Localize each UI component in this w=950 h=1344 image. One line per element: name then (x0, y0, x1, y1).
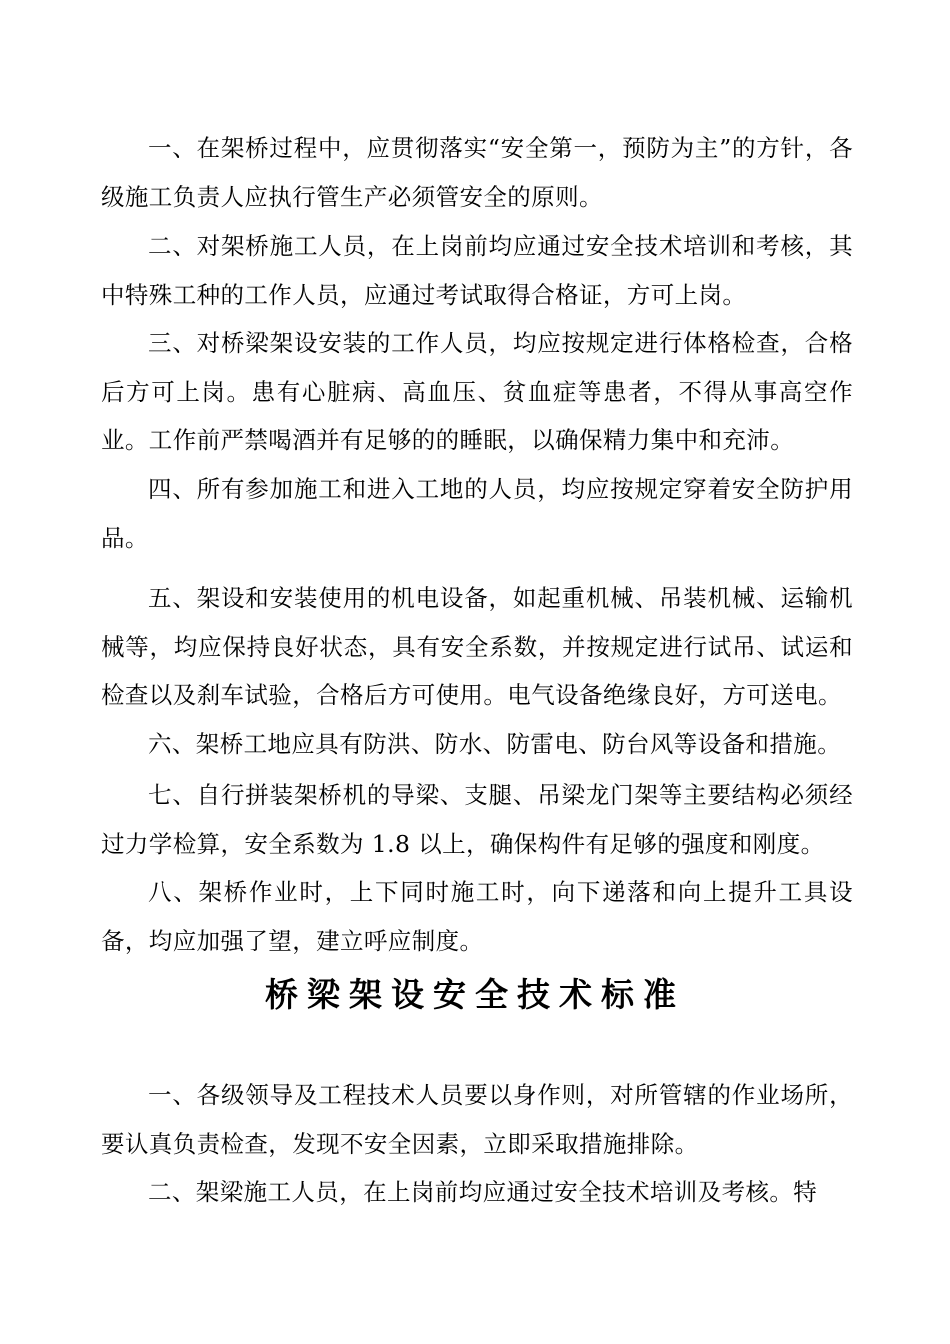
paragraph-7: 七、自行拼装架桥机的导梁、支腿、吊梁龙门架等主要结构必须经过力学检算，安全系数为 1.8 以上，确保构件有足够的强度和刚度。 (101, 781, 853, 858)
paragraph-1: 一、在架桥过程中，应贯彻落实“安全第一，预防为主”的方针，各级施工负责人应执行管生产必须管安全的原则。 (101, 134, 853, 211)
standard-paragraph-1: 一、各级领导及工程技术人员要以身作则，对所管辖的作业场所，要认真负责检查，发现不安全因素，立即采取措施排除。 (101, 1081, 853, 1158)
paragraph-6: 六、架桥工地应具有防洪、防水、防雷电、防台风等设备和措施。 (148, 730, 842, 758)
standard-paragraph-2: 二、架梁施工人员，在上岗前均应通过安全技术培训及考核。特 (148, 1178, 818, 1206)
paragraph-4: 四、所有参加施工和进入工地的人员，均应按规定穿着安全防护用品。 (101, 475, 853, 552)
paragraph-2: 二、对架桥施工人员，在上岗前均应通过安全技术培训和考核，其中特殊工种的工作人员，应通过考试取得合格证，方可上岗。 (101, 232, 853, 309)
paragraph-5: 五、架设和安装使用的机电设备，如起重机械、吊装机械、运输机械等，均应保持良好状态，具有安全系数，并按规定进行试吊、试运和检查以及刹车试验，合格后方可使用。电气设备绝缘良好，方可送电。 (101, 584, 853, 709)
section-title: 桥梁架设安全技术标准 (265, 975, 685, 1014)
paragraph-8: 八、架桥作业时，上下同时施工时，向下递落和向上提升工具设备，均应加强了望，建立呼应制度。 (101, 878, 853, 955)
paragraph-3: 三、对桥梁架设安装的工作人员，均应按规定进行体格检查，合格后方可上岗。患有心脏病、高血压、贫血症等患者，不得从事高空作业。工作前严禁喝酒并有足够的的睡眠，以确保精力集中和充沛。 (101, 329, 853, 454)
